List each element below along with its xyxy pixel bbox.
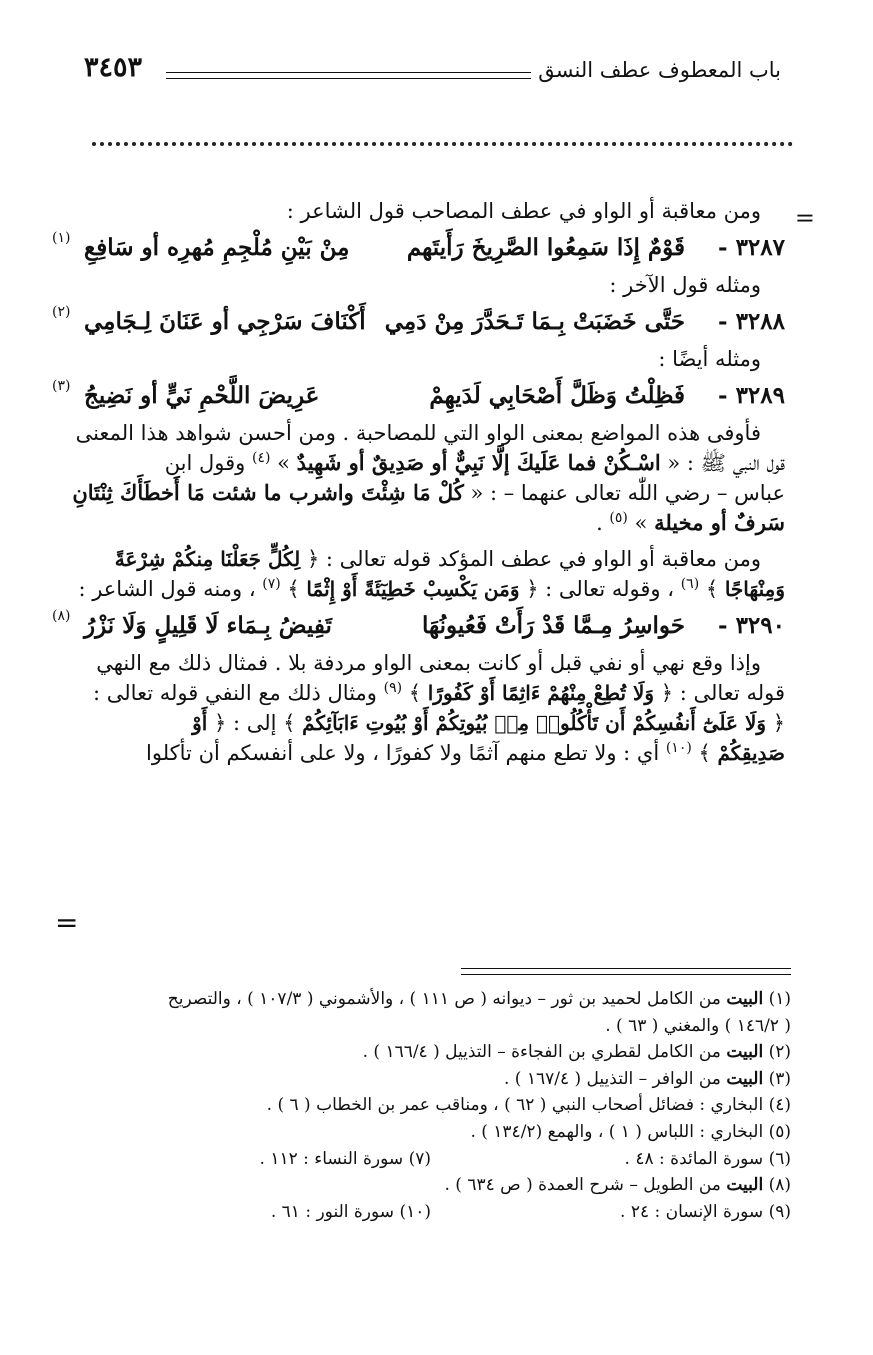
running-title: باب المعطوف عطف النسق [538,58,781,82]
footnote-1-continued: ( ١٤٦/٢ ) والمغني ( ٦٣ ) . [605,1015,791,1036]
text-run: » [627,511,655,535]
text-run: ﴾ [691,741,718,765]
text-run: أي : ولا تطع منهم آثمًا ولا كفورًا ، ولا على أنفسكم أن تأكلوا [146,741,666,765]
paragraph-line [60,544,785,574]
footnote-1 [60,986,791,1013]
hadith-quote: اسْـكُنْ فما عَلَيكَ إلَّا نَبِيٌّ أو صَدِيقٌ أو شَهِيدٌ [296,450,661,475]
verse-3287 [52,226,785,270]
text-run: ، وقوله تعالى : ﴿ [519,577,681,601]
text-run: ﴾ [402,681,428,705]
verse-number: ٣٢٨٧ - [718,234,785,261]
footnote-3 [60,1066,791,1093]
footnote-ref: (٣) [52,378,71,394]
footnote-ref: (٥) [609,510,628,526]
quran-quote: وَلَا تُطِعْ مِنْهُمْ ءَاثِمًا أَوْ كَفُورًا [427,681,655,705]
quran-quote: أَوْ [192,711,208,735]
verse-3288 [52,300,785,344]
footnote-text: من الكامل لقطري بن الفجاءة – التذييل ( ١٦٦/٤ ) . [362,1042,727,1063]
footnote-9: (٩) سورة الإنسان : ٢٤ . [620,1201,791,1222]
footnote-ref: (٦) [680,576,700,592]
footnote-keyword: البيت [726,1042,764,1063]
footnote-ref: (٤) [252,450,271,466]
text-run: ومن معاقبة أو الواو في عطف المؤكد قوله تعالى : ﴿ [300,547,761,571]
footnote-8 [60,1172,791,1199]
paragraph-line [60,478,785,508]
text-run: ومثال ذلك مع النفي قوله تعالى : [93,681,384,705]
footnote-number: (٨) [768,1175,791,1196]
footnote-rule [461,968,791,975]
paragraph-line [60,678,785,708]
text-run: ، ومنه قول الشاعر : [78,577,263,601]
verse-number: ٣٢٨٩ - [718,382,785,409]
verse-hemistich-second: عَرِيضَ اللَّحْمِ نَيٍّ أو نَضِيجُ [84,382,320,409]
footnotes [60,986,791,1225]
footnote-5: (٥) البخاري : اللباس ( ١ ) ، والهمع (١٣٤/٢ ) . [470,1121,791,1142]
paragraph-line [60,574,785,604]
footnote-ref: (١) [52,230,71,246]
text-run: قول النبي ﷺ : « [660,451,785,475]
footnote-number: (٢) [768,1042,791,1063]
footnote-keyword: البيت [726,989,764,1009]
footnote-ref: (٩) [383,680,403,696]
footnote-ref: (٢) [52,304,71,320]
text-run: ﴾ إلى : ﴿ [207,711,303,735]
paragraph-line [60,508,785,538]
paragraph-line [60,448,785,478]
quran-quote: وَمِنْهَاجًا [724,577,785,601]
continuation-mark-top: = [794,204,815,232]
between-line: ومثله أيضًا : [658,347,761,371]
quran-quote: وَلَا عَلَىٰٓ أَنفُسِكُمْ أَن تَأْكُلُوا۟ مِنۢ بُيُوتِكُمْ أَوْ بُيُوتِ ءَابَآئِكُمْ [302,711,767,735]
verse-hemistich-second: مِنْ بَيْنِ مُلْجِمِ مُهرِه أو سَافِعِ [84,234,350,261]
text-run: ﴾ [699,577,725,601]
verse-hemistich-second: تَفِيضُ بِـمَاء لَا قَلِيلٍ وَلَا نَزْرُ [84,612,332,639]
text-run: وقول ابن [164,451,252,475]
footnote-pair-9-10 [60,1199,791,1226]
text-run: عباس – رضي اللّٰه تعالى عنهما – : « [463,481,785,505]
footnote-number: (١) [768,989,791,1009]
main-text [52,190,785,768]
quran-quote: لِكُلٍّ جَعَلْنَا مِنكُمْ شِرْعَةً [114,547,301,571]
paragraph-line: فأوفى هذه المواضع بمعنى الواو التي للمصاحبة . ومن أحسن شواهد هذا المعنى [75,421,761,445]
paragraph-line: وإذا وقع نهي أو نفي قبل أو كانت بمعنى الواو مردفة بلا . فمثال ذلك مع النهي [96,651,761,675]
footnote-6: (٦) سورة المائدة : ٤٨ . [624,1148,791,1169]
footnote-4: (٤) البخاري : فضائل أصحاب النبي ( ٦٢ ) ، ومناقب عمر بن الخطاب ( ٦ ) . [266,1095,791,1116]
verse-hemistich-first: حَواسِرُ مِـمَّا قَدْ رَأَتْ فَعُيونُهَا [422,612,685,639]
athar-quote: كُلْ مَا شِئْتَ واشرب ما شئت مَا أَخطَأَكَ ثِنْتَانِ [72,480,464,505]
verse-hemistich-first: فَظِلْتُ وَظَلَّ أَصْحَابِي لَدَيهِمْ [429,382,685,409]
page-number: ٣٤٥٣ [84,52,143,83]
footnote-ref: (١٠) [665,740,692,756]
paragraph-line [60,708,785,738]
page-header [84,52,781,96]
verse-number: ٣٢٩٠ - [718,612,785,639]
text-run: » [270,451,297,475]
footnote-text: من الوافر – التذييل ( ١٦٧/٤ ) . [503,1068,727,1089]
footnote-ref: (٨) [52,608,71,624]
text-run: . [596,511,610,535]
footnote-keyword: البيت [726,1068,764,1089]
footnote-ref: (٧) [262,576,281,592]
quran-quote: صَدِيقِكُمْ [717,741,785,765]
footnote-number: (٣) [768,1068,791,1089]
verse-3289 [52,374,785,418]
text-run: قوله تعالى : ﴿ [654,681,785,705]
footnote-10: (١٠) سورة النور : ٦١ . [270,1201,431,1222]
quran-quote: وَمَن يَكْسِبْ خَطِيٓئَةً أَوْ إِثْمًا [306,577,520,601]
footnote-2 [60,1039,791,1066]
dotted-separator [92,142,793,146]
footnote-text: من الطويل – شرح العمدة ( ص ٦٣٤ ) . [444,1175,727,1196]
athar-quote: سَرفٌ أو مخيلة [654,510,785,535]
footnote-text: من الكامل لحميد بن ثور – ديوانه ( ص ١١١ ) ، والأشموني ( ١٠٧/٣ ) ، والتصريح [167,989,727,1009]
between-line: ومثله قول الآخر : [609,273,761,297]
verse-3290 [52,604,785,648]
footnote-keyword: البيت [726,1175,764,1196]
text-run: ﴾ [280,577,307,601]
verse-number: ٣٢٨٨ - [718,308,785,335]
footnote-pair-6-7 [60,1146,791,1173]
verse-hemistich-first: قَوْمٌ إِذَا سَمِعُوا الصَّرِيخَ رَأَيتَهم [406,234,685,261]
continuation-mark-bottom: = [55,906,79,939]
verse-hemistich-second: أَكْنَافَ سَرْجِي أو عَنَانَ لِـجَامِي [84,308,366,335]
text-run: ﴿ [766,711,785,735]
verse-hemistich-first: حَتَّى خَضَبَتْ بِـمَا تَـحَدَّرَ مِنْ دَمِي [384,308,685,335]
intro-line: ومن معاقبة أو الواو في عطف المصاحب قول الشاعر : [286,199,761,223]
footnote-7: (٧) سورة النساء : ١١٢ . [259,1148,431,1169]
paragraph-line [60,738,785,768]
header-rule [166,72,531,79]
